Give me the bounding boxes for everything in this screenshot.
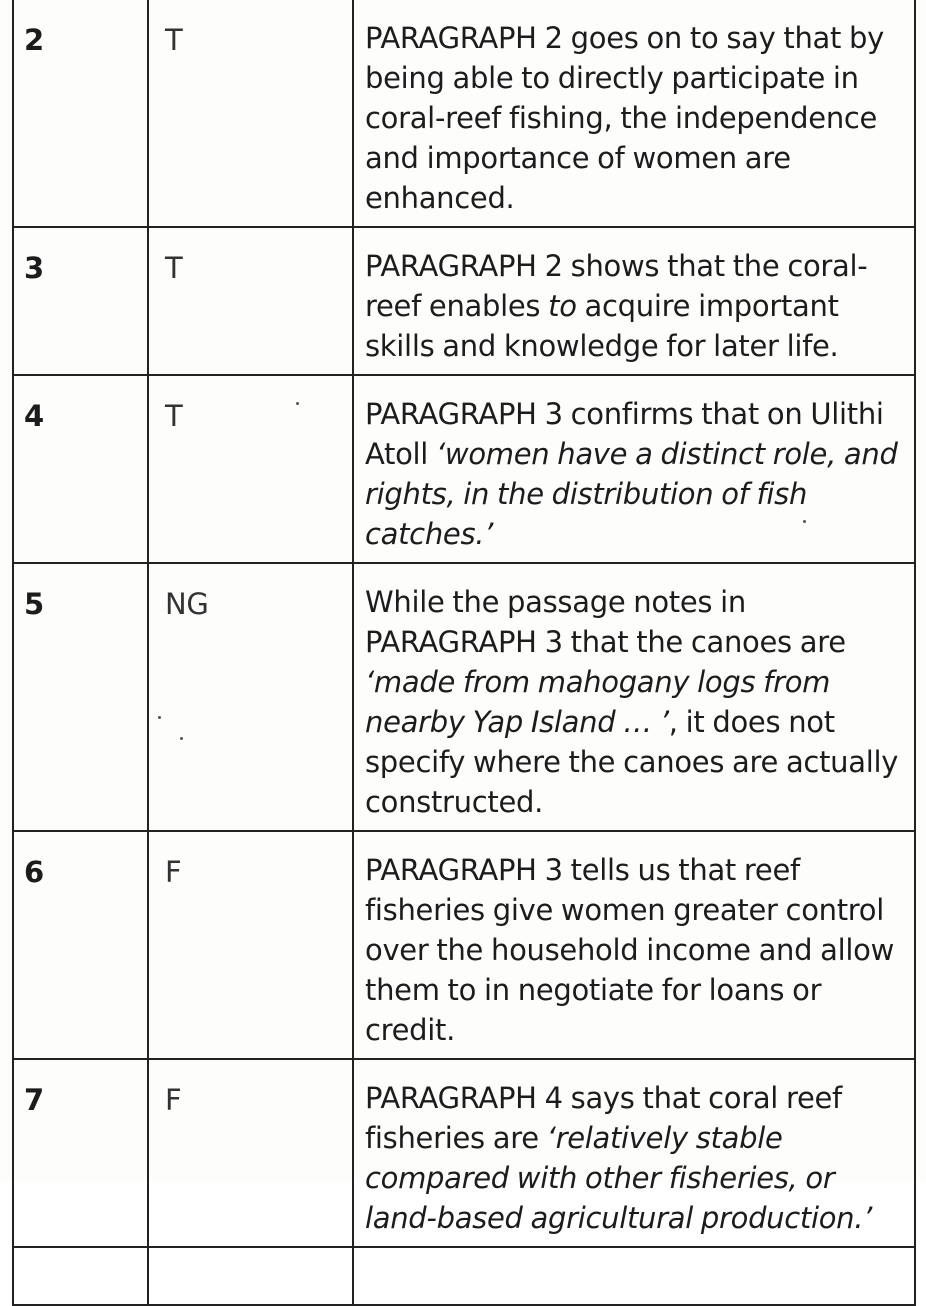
answer-row	[13, 375, 915, 563]
scan-speck	[803, 520, 806, 523]
explanation-segment: , it does not specify where the canoes are actually constructed.	[365, 705, 899, 819]
scan-speck	[180, 737, 183, 740]
question-number: 6	[13, 831, 148, 1059]
answer-value: F	[148, 831, 353, 1059]
empty-cell	[353, 1247, 915, 1305]
explanation-text	[353, 563, 915, 831]
question-number: 2	[13, 0, 148, 227]
explanation-segment: PARAGRAPH 3 confirms that on Ulithi Atoll	[365, 397, 884, 471]
quoted-italic-text: to	[548, 289, 577, 323]
answer-row	[13, 1059, 915, 1247]
question-number: 3	[13, 227, 148, 375]
quoted-italic-text: ‘women have a distinct role, and rights, in the distribution of fish catches.’	[365, 437, 898, 551]
explanation-segment: PARAGRAPH 2 shows that the coral-reef enables	[365, 249, 868, 323]
explanation-segment: acquire important skills and knowledge for later life.	[365, 289, 839, 363]
explanation-text	[353, 1059, 915, 1247]
quoted-italic-text: ‘made from mahogany logs from nearby Yap Island … ’	[365, 665, 831, 739]
answer-value: T	[148, 375, 353, 563]
cut-off-row	[13, 1247, 915, 1305]
answer-value: NG	[148, 563, 353, 831]
quoted-italic-text: ‘relatively stable compared with other fisheries, or land-based agricultural production.’	[365, 1121, 873, 1235]
answer-row	[13, 563, 915, 831]
explanation-segment: PARAGRAPH 4 says that coral reef fisheries are	[365, 1081, 842, 1155]
answer-row	[13, 0, 915, 227]
explanation-segment: PARAGRAPH 2 goes on to say that by being able to directly participate in coral-reef fishing, the independence and importance of women are enhanced.	[365, 21, 884, 215]
empty-cell	[148, 1247, 353, 1305]
explanation-text	[353, 0, 915, 227]
explanation-text	[353, 227, 915, 375]
answer-row	[13, 227, 915, 375]
scan-speck	[158, 716, 161, 719]
answer-value: F	[148, 1059, 353, 1247]
explanation-text	[353, 375, 915, 563]
scan-speck	[296, 402, 299, 405]
question-number: 4	[13, 375, 148, 563]
empty-cell	[13, 1247, 148, 1305]
explanation-segment: PARAGRAPH 3 tells us that reef fisheries give women greater control over the household income and allow them to in negotiate for loans or credit.	[365, 853, 895, 1047]
answer-key-table	[12, 0, 916, 1306]
answer-value: T	[148, 227, 353, 375]
answer-row	[13, 831, 915, 1059]
question-number: 7	[13, 1059, 148, 1247]
answer-value: T	[148, 0, 353, 227]
question-number: 5	[13, 563, 148, 831]
explanation-text	[353, 831, 915, 1059]
explanation-segment: While the passage notes in PARAGRAPH 3 that the canoes are	[365, 585, 846, 659]
